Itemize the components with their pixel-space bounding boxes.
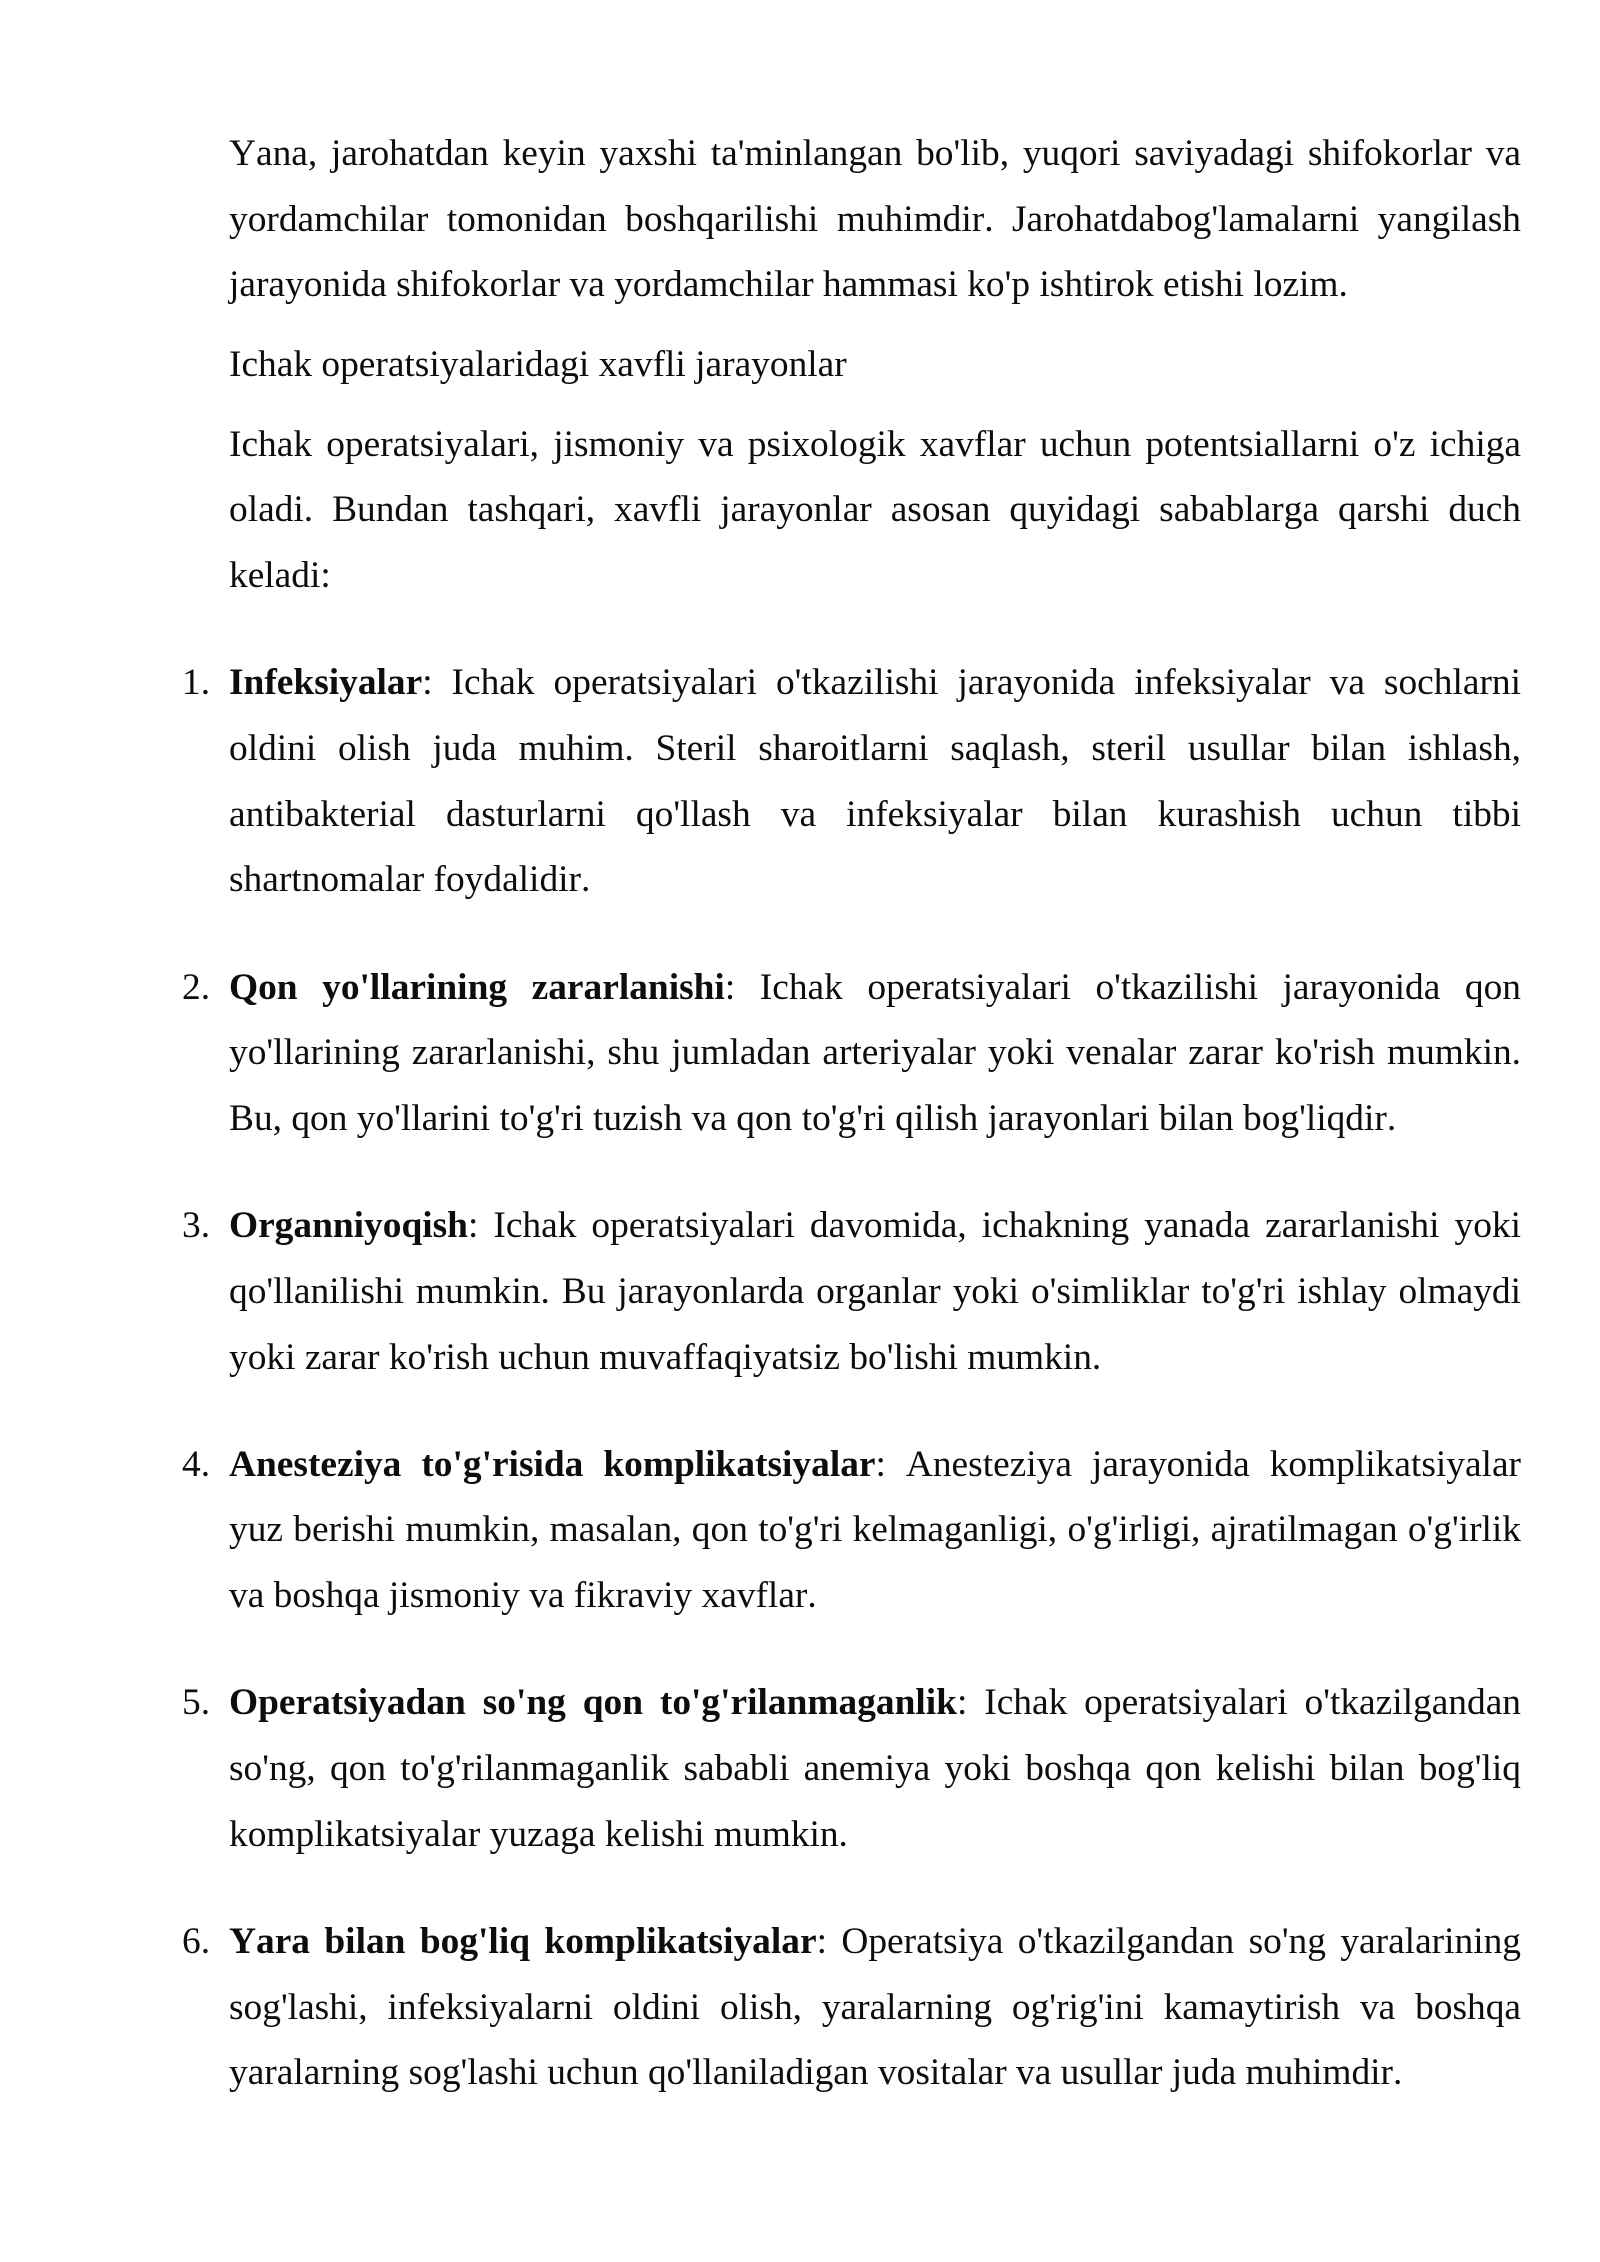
paragraph-line: Yana, jarohatdan keyin yaxshi ta'minlangan bo'lib, yuqori saviyadagi shifokorlar va xyxy=(229,133,1521,174)
paragraph-line: oladi. Bundan tashqari, xavfli jarayonlar asosan quyidagi sabablarga qarshi duch xyxy=(229,489,1521,531)
paragraph-line: yordamchilar tomonidan boshqarilishi muhimdir. Jarohatdabog'lamalarni yangilash xyxy=(229,198,1521,240)
list-item-text: : Ichak operatsiyalari o'tkazilishi jarayonida infeksiyalar va sochlarni xyxy=(422,662,1521,704)
list-item xyxy=(182,650,1521,913)
list-item-number: 4. xyxy=(182,1443,211,1485)
list-item-line: antibakterial dasturlarni qo'llash va infeksiyalar bilan kurashish uchun tibbi xyxy=(229,793,1521,835)
section-heading xyxy=(229,332,1521,398)
list-item-first-line xyxy=(229,650,1521,716)
paragraph xyxy=(229,121,1521,318)
paragraph xyxy=(229,412,1521,609)
list-item-text: : Ichak operatsiyalari o'tkazilgandan xyxy=(956,1682,1521,1724)
list-item-first-line xyxy=(229,955,1521,1021)
list-item-number: 6. xyxy=(182,1920,211,1962)
list-item-line: shartnomalar foydalidir. xyxy=(229,859,591,901)
list-item-line: so'ng, qon to'g'rilanmaganlik sababli anemiya yoki boshqa qon kelishi bilan bog'liq xyxy=(229,1747,1521,1789)
list-item-line: yo'llarining zararlanishi, shu jumladan arteriyalar yoki venalar zarar ko'rish mumkin. xyxy=(229,1032,1521,1074)
list-item-first-line xyxy=(229,1670,1521,1736)
section-heading-line: Ichak operatsiyalaridagi xavfli jarayonlar xyxy=(229,344,847,386)
list-item xyxy=(182,1432,1521,1629)
list-item-title: Organniyoqish xyxy=(229,1205,468,1247)
list-item xyxy=(182,1670,1521,1867)
list-item-number: 5. xyxy=(182,1682,211,1724)
list-item-first-line xyxy=(229,1432,1521,1498)
list-item-line: yaralarning sog'lashi uchun qo'llaniladigan vositalar va usullar juda muhimdir. xyxy=(229,2052,1403,2094)
list-item-title: Anesteziya to'g'risida komplikatsiyalar xyxy=(229,1443,876,1485)
list-item-title: Qon yo'llarining zararlanishi xyxy=(229,966,725,1008)
list-item-number: 2. xyxy=(182,966,211,1008)
list-item-title: Operatsiyadan so'ng qon to'g'rilanmaganlik xyxy=(229,1682,957,1724)
list-item-text: : Ichak operatsiyalari davomida, ichakning yanada zararlanishi yoki xyxy=(467,1205,1521,1247)
list-item-line: yuz berishi mumkin, masalan, qon to'g'ri kelmaganligi, o'g'irligi, ajratilmagan o'g'irlik xyxy=(229,1509,1521,1551)
list-item-text: : Ichak operatsiyalari o'tkazilishi jarayonida qon xyxy=(724,966,1522,1008)
list-item xyxy=(182,1193,1521,1390)
list-item-line: oldini olish juda muhim. Steril sharoitlarni saqlash, steril usullar bilan ishlash, xyxy=(229,728,1521,769)
paragraph-line: keladi: xyxy=(229,555,331,597)
list-item xyxy=(182,1909,1521,2106)
list-item-line: va boshqa jismoniy va fikraviy xavflar. xyxy=(229,1575,817,1617)
list-item-line: komplikatsiyalar yuzaga kelishi mumkin. xyxy=(229,1813,848,1855)
list-item-line: sog'lashi, infeksiyalarni oldini olish, yaralarning og'rig'ini kamaytirish va boshqa xyxy=(229,1986,1521,2028)
list-item-number: 1. xyxy=(182,662,211,704)
list-item-title: Yara bilan bog'liq komplikatsiyalar xyxy=(229,1920,817,1962)
list-item-first-line xyxy=(229,1193,1521,1259)
list-item-title: Infeksiyalar xyxy=(229,662,423,704)
paragraph-line: Ichak operatsiyalari, jismoniy va psixologik xavflar uchun potentsiallarni o'z ichiga xyxy=(229,423,1521,465)
list-item-line: qo'llanilishi mumkin. Bu jarayonlarda organlar yoki o'simliklar to'g'ri ishlay olmaydi xyxy=(229,1270,1521,1312)
list-item-line: Bu, qon yo'llarini to'g'ri tuzish va qon to'g'ri qilish jarayonlari bilan bog'liqdir. xyxy=(229,1097,1397,1139)
paragraph-line: jarayonida shifokorlar va yordamchilar hammasi ko'p ishtirok etishi lozim. xyxy=(229,264,1348,306)
list-item-line: yoki zarar ko'rish uchun muvaffaqiyatsiz bo'lishi mumkin. xyxy=(229,1336,1102,1378)
list-item xyxy=(182,955,1522,1152)
document-body xyxy=(182,121,1522,2147)
numbered-list xyxy=(182,650,1522,2106)
list-item-text: : Operatsiya o'tkazilgandan so'ng yaralarining xyxy=(816,1920,1521,1962)
list-item-first-line xyxy=(229,1909,1521,1975)
list-item-number: 3. xyxy=(182,1205,211,1247)
list-item-text: : Anesteziya jarayonida komplikatsiyalar xyxy=(875,1443,1521,1485)
